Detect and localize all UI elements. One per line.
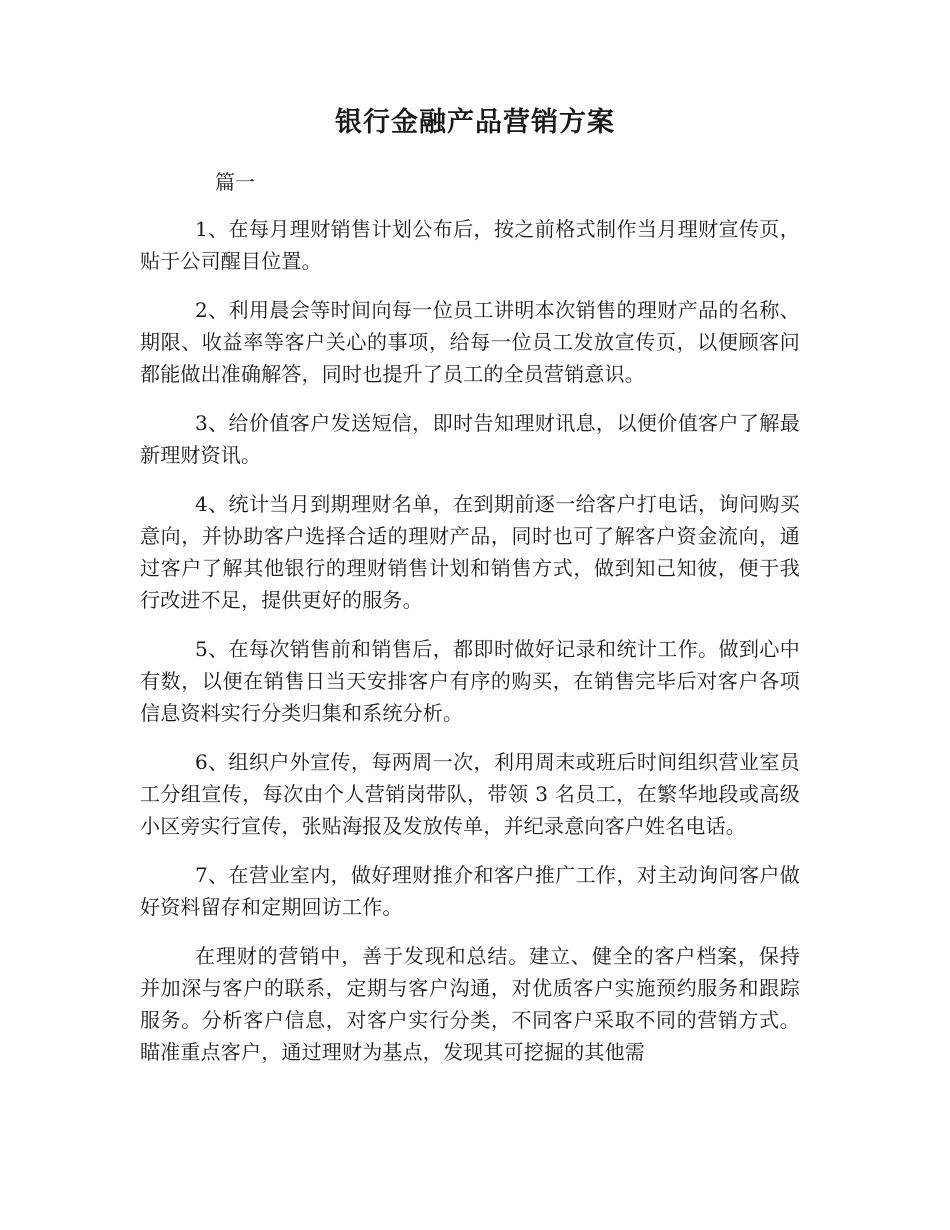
paragraph-1: 1、在每月理财销售计划公布后，按之前格式制作当月理财宣传页，贴于公司醒目位置。 [140, 217, 800, 273]
document-body [140, 213, 800, 1085]
section-label: 篇一 [215, 170, 255, 194]
paragraph-3: 3、给价值客户发送短信，即时告知理财讯息，以便价值客户了解最新理财资讯。 [140, 411, 800, 467]
paragraph-summary: 在理财的营销中，善于发现和总结。建立、健全的客户档案，保持并加深与客户的联系，定期与客户沟通，对优质客户实施预约服务和跟踪服务。分析客户信息，对客户实行分类，不同客户采取不同的营销方式。瞄准重点客户，通过理财为基点，发现其可挖掘的其他需 [140, 944, 800, 1064]
paragraph-7: 7、在营业室内，做好理财推介和客户推广工作，对主动询问客户做好资料留存和定期回访工作。 [140, 863, 800, 919]
paragraph-4: 4、统计当月到期理财名单，在到期前逐一给客户打电话，询问购买意向，并协助客户选择合适的理财产品，同时也可了解客户资金流向，通过客户了解其他银行的理财销售计划和销售方式，做到知己知彼，便于我行改进不足，提供更好的服务。 [140, 492, 800, 612]
paragraph-6: 6、组织户外宣传，每两周一次，利用周末或班后时间组织营业室员工分组宣传，每次由个人营销岗带队，带领 3 名员工，在繁华地段或高级小区旁实行宣传，张贴海报及发放传单，并纪录意向客户姓名电话。 [140, 750, 800, 838]
document-title: 银行金融产品营销方案 [335, 107, 615, 138]
paragraph-5: 5、在每次销售前和销售后，都即时做好记录和统计工作。做到心中有数，以便在销售日当天安排客户有序的购买，在销售完毕后对客户各项信息资料实行分类归集和系统分析。 [140, 637, 800, 725]
paragraph-2: 2、利用晨会等时间向每一位员工讲明本次销售的理财产品的名称、期限、收益率等客户关心的事项，给每一位员工发放宣传页，以便顾客问都能做出准确解答，同时也提升了员工的全员营销意识。 [140, 298, 800, 386]
